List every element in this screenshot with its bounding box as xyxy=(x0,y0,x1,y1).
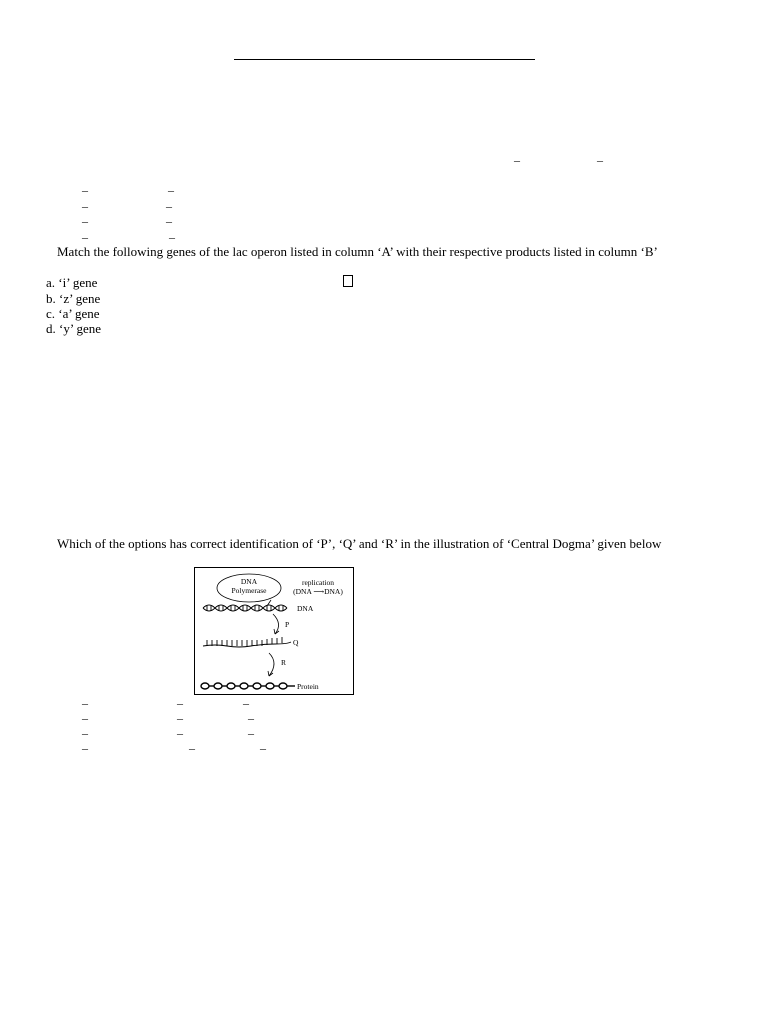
column-a-item: c. ‘a’ gene xyxy=(46,306,100,321)
blank-dash: – xyxy=(82,183,88,197)
blank-dash: – xyxy=(597,153,603,167)
blank-dash: – xyxy=(243,696,249,710)
replication-label-2: (DNA ⟶DNA) xyxy=(293,587,343,596)
blank-dash: – xyxy=(177,711,183,725)
missing-glyph-box xyxy=(343,275,353,287)
blank-dash: – xyxy=(166,214,172,228)
label-p: P xyxy=(285,620,290,629)
blank-dash: – xyxy=(82,214,88,228)
blank-dash: – xyxy=(82,741,88,755)
dna-label: DNA xyxy=(297,604,314,613)
dna-helix xyxy=(203,605,287,611)
blank-dash: – xyxy=(82,711,88,725)
protein-chain xyxy=(201,683,295,689)
blank-dash: – xyxy=(168,183,174,197)
column-a-item: b. ‘z’ gene xyxy=(46,291,101,306)
polymerase-label-1: DNA xyxy=(240,577,258,586)
blank-dash: – xyxy=(82,726,88,740)
column-a-item: d. ‘y’ gene xyxy=(46,321,101,336)
label-r: R xyxy=(281,658,287,667)
blank-dash: – xyxy=(248,711,254,725)
blank-dash: – xyxy=(82,696,88,710)
column-a-item: a. ‘i’ gene xyxy=(46,275,98,290)
question-match-text: Match the following genes of the lac operon listed in column ‘A’ with their respective products listed in column ‘B’ xyxy=(57,244,658,259)
replication-label-1: replication xyxy=(301,578,335,587)
polymerase-label-2: Polymerase xyxy=(231,586,267,595)
central-dogma-diagram xyxy=(195,568,353,694)
blank-dash: – xyxy=(166,199,172,213)
blank-dash: – xyxy=(514,153,520,167)
protein-label: Protein xyxy=(297,682,319,691)
question-dogma-text: Which of the options has correct identification of ‘P’, ‘Q’ and ‘R’ in the illustration of ‘Central Dogma’ given below xyxy=(57,536,662,551)
header-rule xyxy=(234,59,535,60)
central-dogma-figure xyxy=(194,567,354,695)
blank-dash: – xyxy=(177,696,183,710)
label-q: Q xyxy=(293,638,299,647)
rna-strand xyxy=(203,637,291,647)
blank-dash: – xyxy=(248,726,254,740)
blank-dash: – xyxy=(260,741,266,755)
blank-dash: – xyxy=(169,230,175,244)
arrow-p xyxy=(273,614,279,634)
arrow-r xyxy=(269,653,274,676)
blank-dash: – xyxy=(82,199,88,213)
blank-dash: – xyxy=(189,741,195,755)
blank-dash: – xyxy=(82,230,88,244)
blank-dash: – xyxy=(177,726,183,740)
